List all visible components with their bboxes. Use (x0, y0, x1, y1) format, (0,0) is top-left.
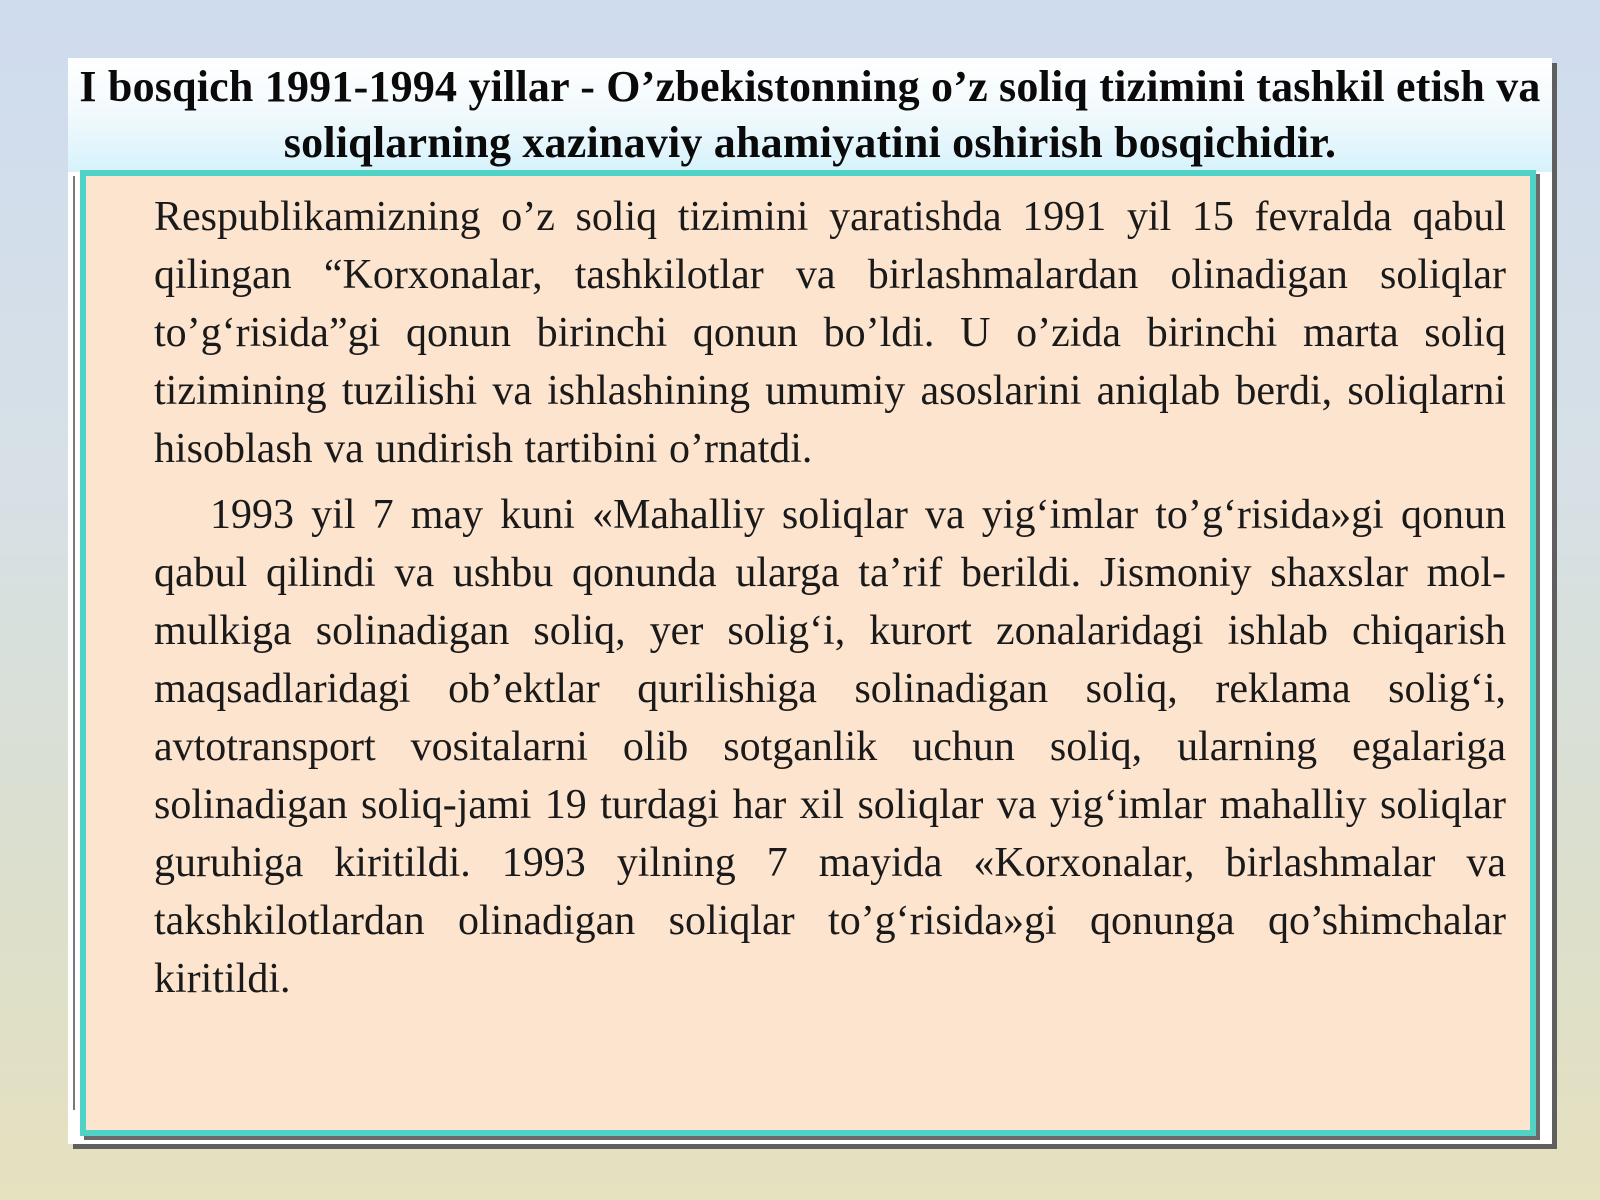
content-text-area (154, 188, 1506, 1008)
slide (68, 58, 1552, 1144)
title-band (68, 58, 1552, 172)
content-box (80, 170, 1536, 1136)
paragraph-1: Respublikamizning o’z soliq tizimini yaratishda 1991 yil 15 fevralda qabul qilingan “Korxonalar, tashkilotlar va birlashmalardan olinadigan soliqlar to’g‘risida”gi qonun birinchi qonun bo’ldi. U o’zida birinchi marta soliq tizimining tuzilishi va ishlashining umumiy asoslarini aniqlab berdi, soliqlarni hisoblash va undirish tartibini o’rnatdi. (154, 194, 1506, 472)
slide-title: I bosqich 1991-1994 yillar - O’zbekistonning o’z soliq tizimini tashkil etish va soliqlarning xazinaviy ahamiyatini oshirish bosqichidir. (79, 62, 1541, 167)
paragraph-2: 1993 yil 7 may kuni «Mahalliy soliqlar va yig‘imlar to’g‘risida»gi qonun qabul qilindi va ushbu qonunda ularga ta’rif berildi. Jismoniy shaxslar mol-mulkiga solinadigan soliq, yer solig‘i, kurort zonalaridagi ishlab chiqarish maqsadlaridagi ob’ektlar qurilishiga solinadigan soliq, reklama solig‘i, avtotransport vositalarni olib sotganlik uchun soliq, ularning egalariga solinadigan soliq-jami 19 turdagi har xil soliqlar va yig‘imlar mahalliy soliqlar guruhiga kiritildi. 1993 yilning 7 mayida «Korxonalar, birlashmalar va takshkilotlardan olinadigan soliqlar to’g‘risida»gi qonunga qo’shimchalar kiritildi. (154, 492, 1506, 1002)
